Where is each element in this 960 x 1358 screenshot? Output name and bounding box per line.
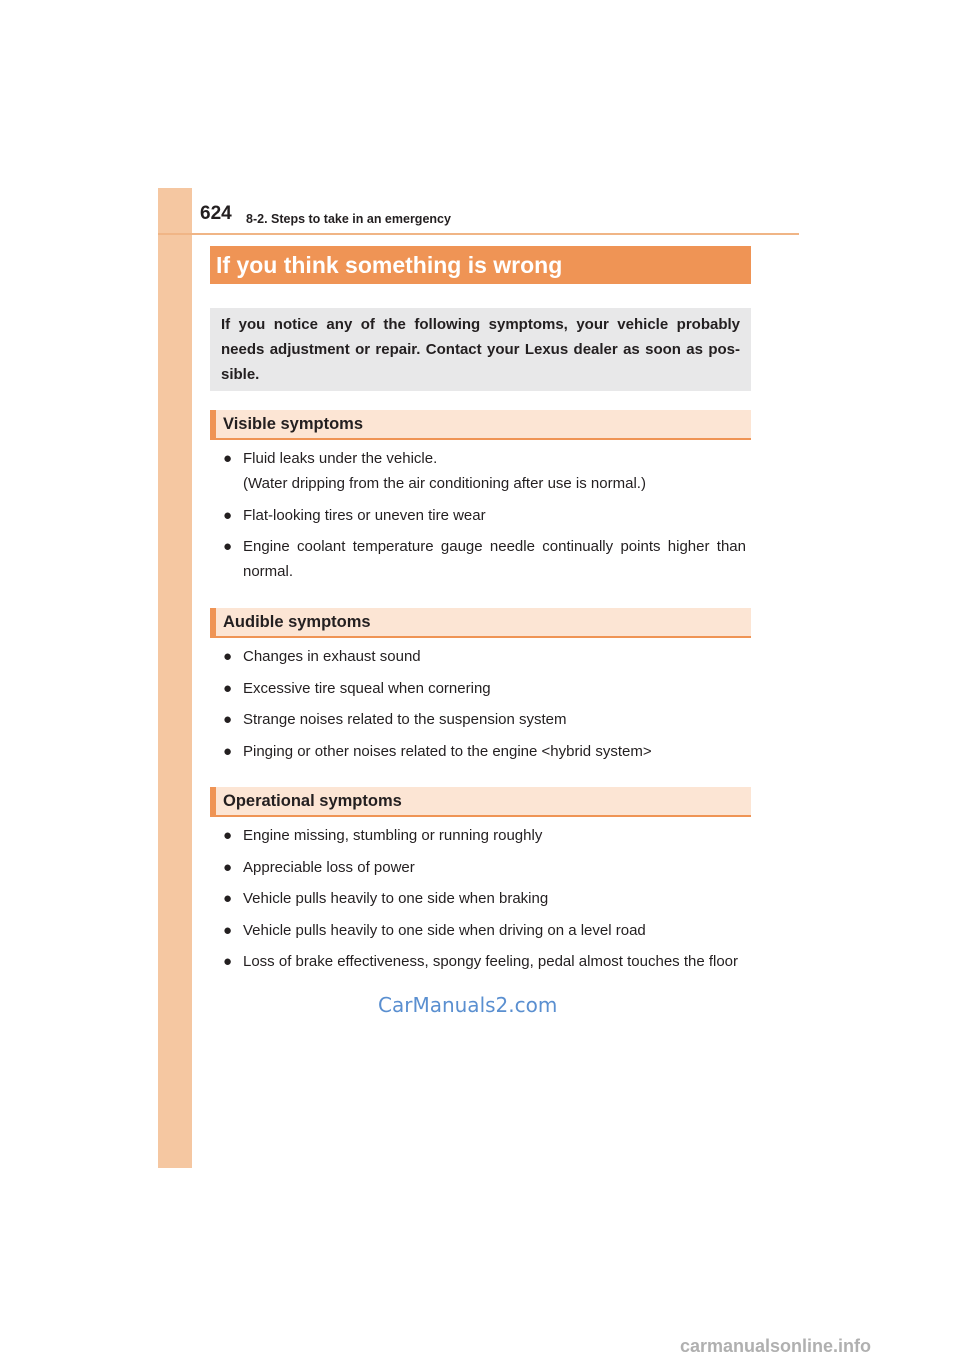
list-item bbox=[222, 644, 746, 669]
list-item-text: Engine missing, stumbling or running roughly bbox=[243, 827, 543, 844]
page-title: If you think something is wrong bbox=[210, 246, 751, 284]
header-rule bbox=[158, 233, 799, 235]
list-item bbox=[222, 886, 746, 911]
list-item bbox=[222, 918, 746, 943]
bullet-icon: ● bbox=[223, 538, 233, 555]
list-item-note: (Water dripping from the air conditioning after use is normal.) bbox=[243, 475, 646, 492]
list-item bbox=[222, 823, 746, 848]
bullet-icon: ● bbox=[223, 921, 233, 939]
site-watermark: carmanualsonline.info bbox=[680, 1336, 872, 1356]
list-item-text: Flat-looking tires or uneven tire wear bbox=[243, 506, 486, 524]
list-item-text: Vehicle pulls heavily to one side when driving on a level road bbox=[243, 921, 646, 939]
bullet-icon: ● bbox=[223, 711, 233, 728]
list-item-text: Strange noises related to the suspension system bbox=[243, 711, 567, 728]
list-item-text: Vehicle pulls heavily to one side when braking bbox=[243, 890, 549, 907]
subhead-operational-symptoms: Operational symptoms bbox=[210, 787, 751, 817]
bullet-icon: ● bbox=[223, 953, 233, 970]
bullet-icon: ● bbox=[223, 890, 233, 907]
intro-box: If you notice any of the following symptoms, your vehicle probably needs adjustment or repair. Contact your Lexus dealer as soon as pos-sible. bbox=[210, 308, 751, 391]
bullet-icon: ● bbox=[223, 858, 233, 876]
side-tab-strip bbox=[158, 188, 192, 1168]
list-item bbox=[222, 503, 746, 528]
list-item bbox=[222, 446, 746, 496]
bullet-icon: ● bbox=[223, 450, 233, 467]
bullet-icon: ● bbox=[223, 679, 233, 697]
list-item-text: Excessive tire squeal when cornering bbox=[243, 679, 491, 697]
list-item bbox=[222, 534, 746, 584]
watermark-link[interactable]: CarManuals2.com bbox=[378, 993, 558, 1017]
list-item-text: Pinging or other noises related to the engine <hybrid system> bbox=[243, 742, 652, 760]
bullet-icon: ● bbox=[223, 648, 233, 665]
bullet-icon: ● bbox=[223, 506, 233, 524]
bullet-icon: ● bbox=[223, 827, 233, 844]
bullet-icon: ● bbox=[223, 742, 233, 760]
subhead-visible-symptoms: Visible symptoms bbox=[210, 410, 751, 440]
list-item-text: Fluid leaks under the vehicle. bbox=[243, 450, 438, 467]
list-item bbox=[222, 676, 746, 701]
subhead-audible-symptoms: Audible symptoms bbox=[210, 608, 751, 638]
list-item-text: Changes in exhaust sound bbox=[243, 648, 421, 665]
list-item bbox=[222, 949, 746, 974]
list-item bbox=[222, 739, 746, 764]
list-item-text: Engine coolant temperature gauge needle continually points higher than normal. bbox=[243, 538, 746, 580]
list-item bbox=[222, 855, 746, 880]
list-item-text: Appreciable loss of power bbox=[243, 858, 415, 876]
operational-symptoms-list bbox=[222, 823, 746, 981]
section-label: 8-2. Steps to take in an emergency bbox=[246, 212, 451, 226]
audible-symptoms-list bbox=[222, 644, 746, 770]
page-number: 624 bbox=[200, 203, 232, 224]
visible-symptoms-list bbox=[222, 446, 746, 591]
list-item-text: Loss of brake effectiveness, spongy feeling, pedal almost touches the floor bbox=[243, 953, 739, 970]
list-item bbox=[222, 707, 746, 732]
